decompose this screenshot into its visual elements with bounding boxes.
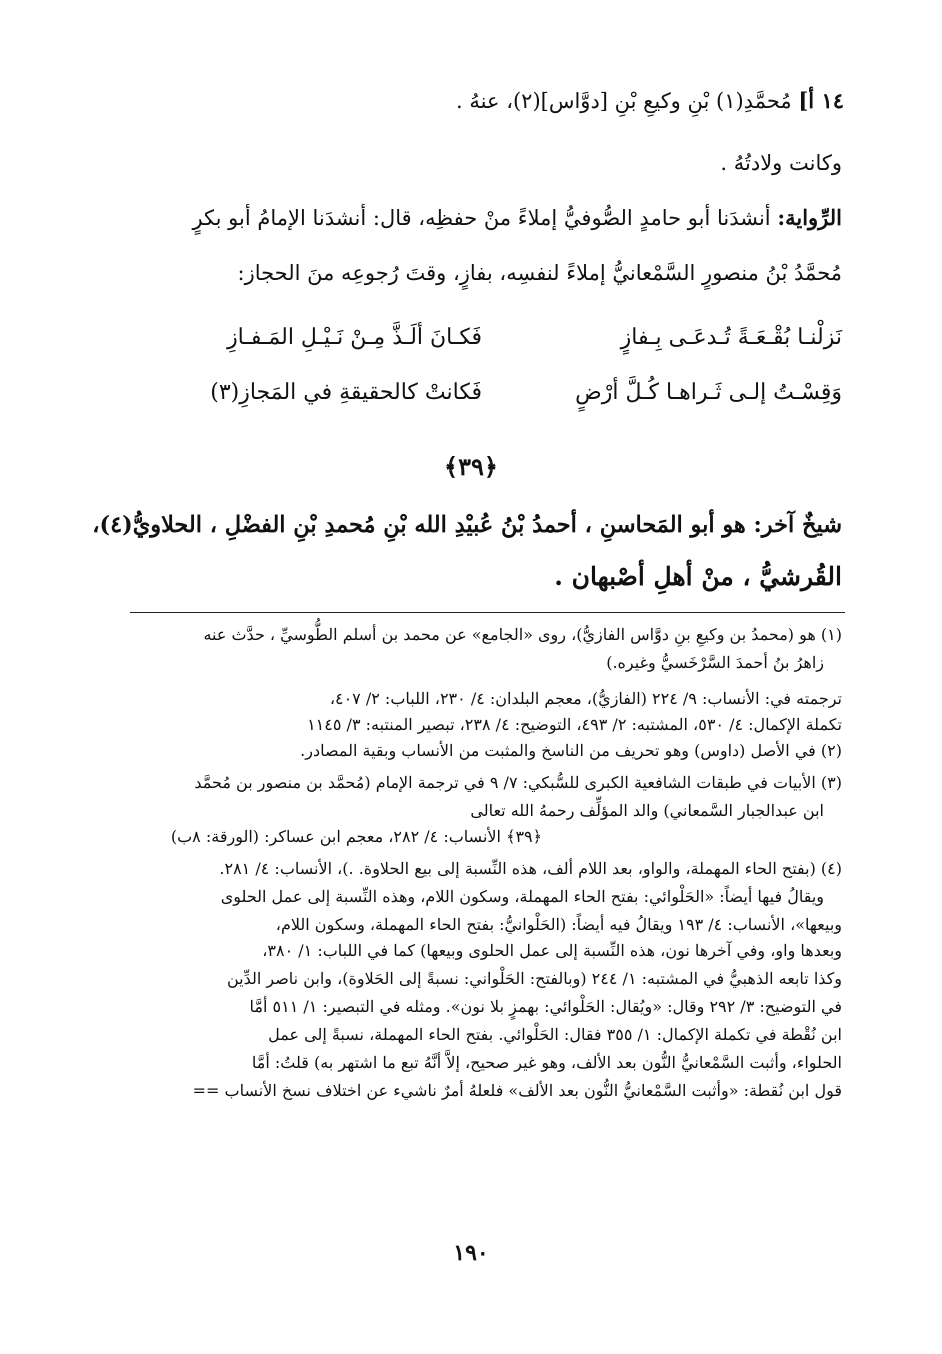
biography-heading-line-2: القُرشيُّ ، منْ أهلِ أصْبهان .	[554, 562, 842, 591]
footnote-line: ﴿٣٩﴾ الأنساب: ٤/ ٢٨٢، معجم ابن عساكر: (الورقة: ٨ب)	[170, 827, 542, 846]
poem-verse-2-left: فَكانتْ كالحقيقةِ في المَجازِ(٣)	[210, 380, 482, 405]
footnote-line: تكملة الإكمال: ٤/ ٥٣٠، المشتبه: ٢/ ٤٩٣، التوضيح: ٤/ ٢٣٨، تبصير المنتبه: ٣/ ١١٤٥	[307, 715, 842, 734]
body-line-2: وكانت ولادتُهُ .	[720, 151, 842, 175]
footnote-line: وكذا تابعه الذهبيُّ في المشتبه: ١/ ٢٤٤ (وبالفتح: الحَلْواني: نسبةً إلى الحَلاوة)، وابن ناصر الدِّين	[226, 969, 842, 988]
footnote-line: ابن نُقْطة في تكملة الإكمال: ١/ ٣٥٥ فقال: الحَلْوائي. بفتح الحاء المهملة، نسبةً إلى عمل	[268, 1025, 842, 1044]
footnote-line: الحلواء، وأثبت السَّمْعانيُّ النُّون بعد الألف، وهو غير صحيح، إلاَّ أنَّهُ تبع ما اشتهر به) قلتُ: أمَّا	[251, 1053, 842, 1072]
footnote-line: (٤) (بفتح الحاء المهملة، والواو، بعد اللام ألف، هذه النِّسبة إلى بيع الحلاوة. .)، الأنساب: ٤/ ٢٨١.	[219, 859, 842, 878]
section-number: ﴿٣٩﴾	[444, 452, 498, 481]
footnote-line: ابن عبدالجبار السَّمعاني) والد المؤلِّف رحمهُ الله تعالى	[470, 801, 824, 820]
riwaya-line-2: مُحمَّدُ بْنُ منصورٍ السَّمْعانيُّ إملاءً لنفسِه، بفازٍ، وقتَ رُجوعِه منَ الحجاز:	[237, 261, 842, 285]
biography-heading-line-1: شيخٌ آخر: هو أبو المَحاسنِ ، أحمدُ بْنُ عُبيْدِ الله بْنِ مُحمدِ بْنِ الفضْلِ ، الحلاويُّ(٤)،	[92, 512, 842, 538]
poem-verse-1-left: فَكـانَ ألَـذَّ مِـنْ نَـيْـلِ المَـفـازِ	[227, 325, 482, 350]
footnote-line: وبعدها واو، وفي آخرها نون، هذه النِّسبة إلى عمل الحلوى وبيعها) كما في اللباب: ١/ ٣٨٠،	[262, 941, 842, 960]
riwaya-label: الرِّواية:	[777, 205, 842, 230]
footnote-line: ويقالُ فيها أيضاً: «الحَلْوائي: بفتح الحاء المهملة، وسكون اللام، وهذه النِّسبة إلى عمل الحلوى	[220, 887, 824, 906]
riwaya-line-1	[192, 203, 842, 233]
folio-marker: ١٤ أ]	[798, 88, 844, 113]
riwaya-text-1: أنشدَنا أبو حامدٍ الصُّوفيُّ إملاءً منْ حفظِه، قال: أنشدَنا الإمامُ أبو بكرٍ	[192, 206, 771, 230]
footnote-line: وبيعها»، الأنساب: ٤/ ١٩٣ ويقالُ فيه أيضاً: (الحَلْوانيُّ: بفتح الحاء المهملة، وسكون اللام،	[275, 915, 842, 934]
footnote-line: في التوضيح: ٣/ ٢٩٢ وقال: «ويُقال: الحَلْوائي: بهمزٍ بلا نون». ومثله في التبصير: ١/ ٥١١ أمَّا	[249, 997, 842, 1016]
footnote-line: (٣) الأبيات في طبقات الشافعية الكبرى للسُّبكي: ٧/ ٩ في ترجمة الإمام (مُحمَّد بن منصور بن مُحمَّد	[194, 773, 842, 792]
body-line-1-text: مُحمَّدِ(١) بْنِ وكيعِ بْنِ [دوَّاس](٢)، عنهُ .	[456, 89, 792, 113]
poem-verse-2-right: وَقِسْـتُ إلـى ثَـراهـا كُـلَّ أرْضٍ	[575, 380, 842, 405]
footnote-line: قول ابن نُقطة: «وأثبت السَّمْعانيُّ النُّون بعد الألف» فلعلهُ أمرٌ ناشيء عن اختلاف نسخ الأنساب ==	[192, 1081, 842, 1100]
footnote-line: (٢) في الأصل (داوس) وهو تحريف من الناسخ والمثبت من الأنساب وبقية المصادر.	[300, 741, 842, 760]
footnote-line: زاهرُ بنُ أحمدَ السَّرْخَسيُّ وغيره.)	[606, 653, 824, 672]
footnote-divider	[130, 612, 845, 613]
footnote-line: (١) هو (محمدُ بن وكيعِ بنِ دوَّاس الفازيُّ)، روى «الجامع» عن محمد بن أسلم الطُّوسيِّ ، حدَّث عنه	[203, 625, 842, 644]
poem-verse-1-right: نَزلْنـا بُقْـعَـةً تُـدعَـى بِـفازٍ	[620, 325, 842, 350]
body-line-1	[456, 86, 844, 116]
footnote-line: ترجمته في: الأنساب: ٩/ ٢٢٤ (الفازيُّ)، معجم البلدان: ٤/ ٢٣٠، اللباب: ٢/ ٤٠٧،	[329, 689, 842, 708]
page-number: ١٩٠	[453, 1240, 489, 1266]
